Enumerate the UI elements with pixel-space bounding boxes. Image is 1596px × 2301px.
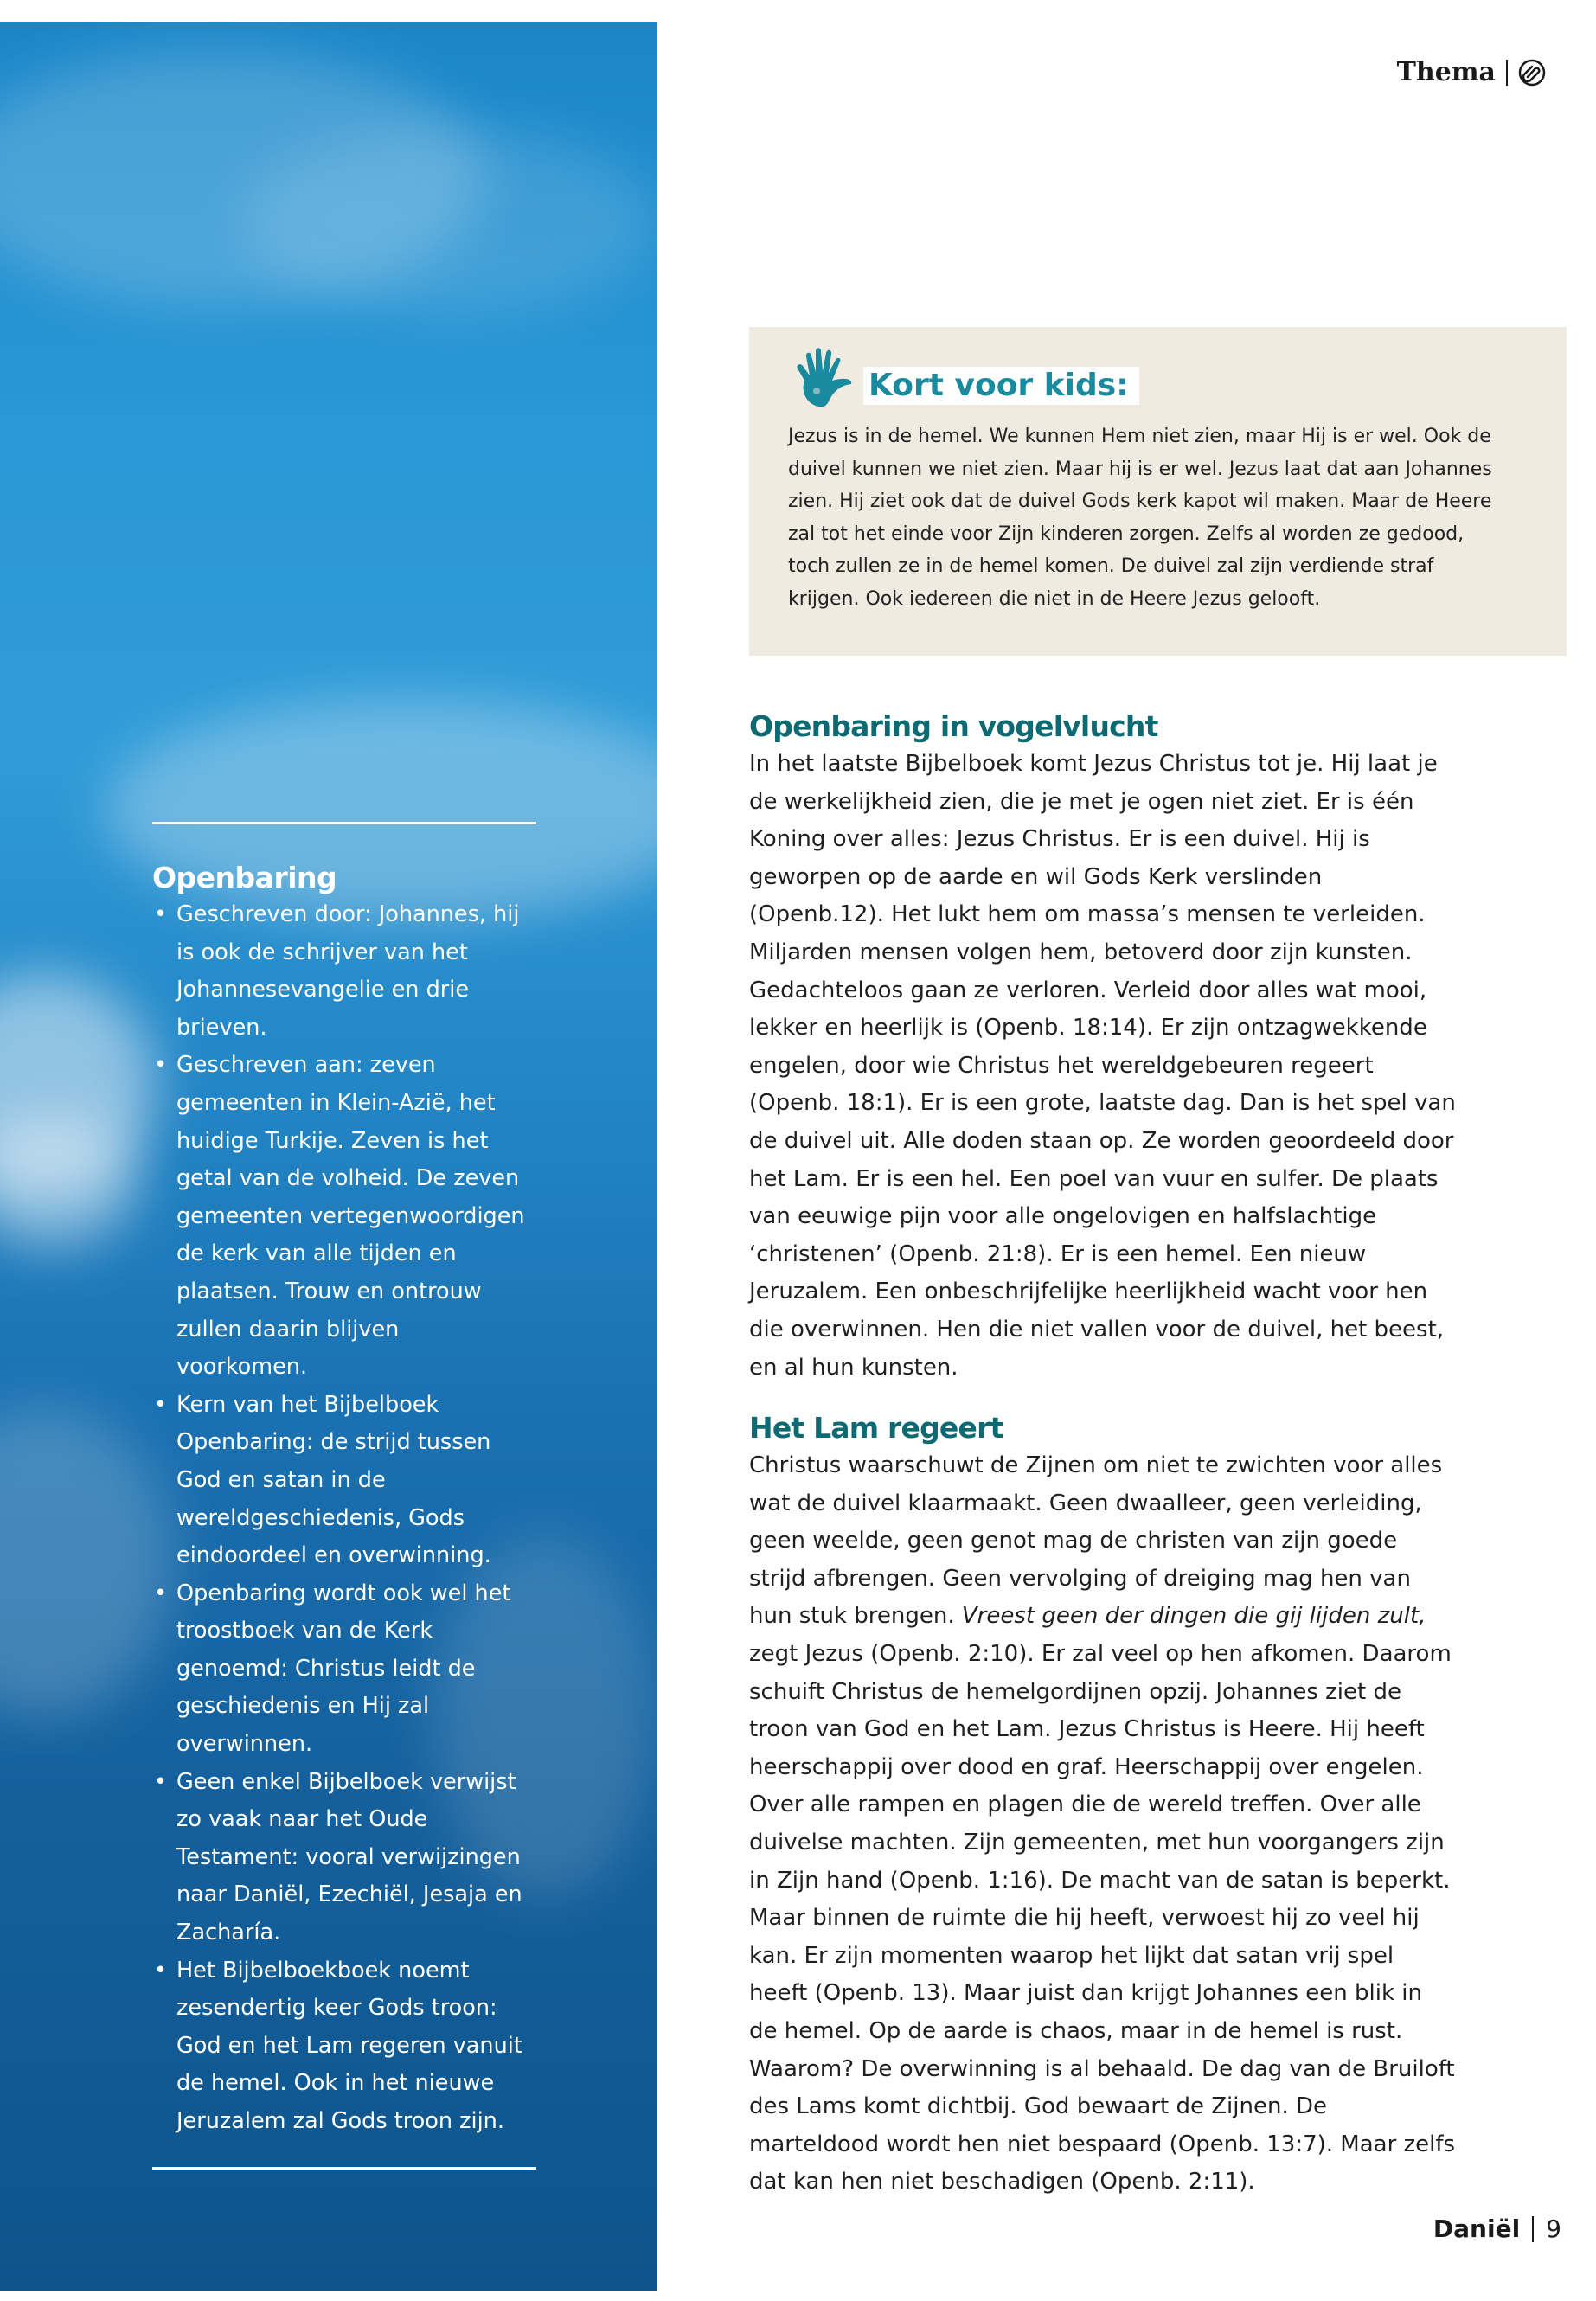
fact-item: • Geschreven door: Johannes, hij is ook de schrijver van het Johannesevangelie en drie brieven. [152,896,536,1047]
sidebar-title: Openbaring [152,861,337,894]
fact-item: • Geschreven aan: zeven gemeenten in Klein-Azië, het huidige Turkije. Zeven is het getal van de volheid. De zeven gemeenten vertegenwoordigen de kerk van alle tijden en plaatsen. Trouw en ontrouw zullen daarin blijven voorkomen. [152,1047,536,1386]
kids-heading [792,346,1139,410]
page-footer [1433,2214,1561,2243]
kids-title: Kort voor kids: [863,367,1139,405]
section-paragraph: In het laatste Bijbelboek komt Jezus Christus tot je. Hij laat je de werkelijkheid zien, die je met je ogen niet ziet. Er is één Koning over alles: Jezus Christus. Er is een duivel. Hij is geworpen op de aarde en wil Gods Kerk verslinden (Openb.12). Het lukt hem om massa’s mensen te verleiden. Miljarden mensen volgen hem, betoverd door zijn kunsten. Gedachteloos gaan ze verloren. Verleid door alles wat mooi, lekker en heerlijk is (Openb. 18:14). Er zijn ontzagwekkende engelen, door wie Christus het wereldgebeuren regeert (Openb. 18:1). Er is een grote, laatste dag. Dan is het spel van de duivel uit. Alle doden staan op. Ze worden geoordeeld door het Lam. Er is een hel. Een poel van vuur en sulfer. De plaats van eeuwige pijn voor alle ongelovigen en halfslachtige ‘christenen’ (Openb. 21:8). Er is een hemel. Een nieuw Jeruzalem. Een onbeschrijfelijke heerlijkheid wacht voor hen die overwinnen. Hen die niet vallen voor de duivel, het beest, en al hun kunsten. [749,751,1456,1381]
kids-summary-box [749,327,1567,656]
section-title: Thema [1396,57,1496,87]
sidebar-top-rule [152,822,536,824]
fact-item: • Kern van het Bijbelboek Openbaring: de strijd tussen God en satan in de wereldgeschiedenis, Gods eindoordeel en overwinning. [152,1387,536,1575]
kids-text: Jezus is in de hemel. We kunnen Hem niet zien, maar Hij is er wel. Ook de duivel kunnen we niet zien. Maar hij is er wel. Jezus laat dat aan Johannes zien. Hij ziet ook dat de duivel Gods kerk kapot wil maken. Maar de Heere zal tot het einde voor Zijn kinderen zorgen. Zelfs al worden ze gedood, toch zullen ze in de hemel komen. De duivel zal zijn verdiende straf krijgen. Ook iedereen die niet in de Heere Jezus gelooft. [788,426,1492,610]
fact-list [152,896,536,2141]
section-heading: Het Lam regeert [749,1411,1003,1445]
article-body [749,708,1457,2202]
hand-icon [792,346,858,410]
bible-quote: Vreest geen der dingen die gij lijden zult, [961,1603,1426,1630]
fact-item: • Openbaring wordt ook wel het troostboek van de Kerk genoemd: Christus leidt de geschiedenis en Hij zal overwinnen. [152,1575,536,1764]
paperclip-icon [1518,59,1546,87]
fact-item: • Geen enkel Bijbelboek verwijst zo vaak naar het Oude Testament: vooral verwijzingen naar Daniël, Ezechiël, Jesaja en Zacharía. [152,1764,536,1952]
sidebar-bottom-rule [152,2167,536,2170]
bottom-margin [0,2291,1596,2301]
fact-item: • Het Bijbelboekboek noemt zesendertig keer Gods troon: God en het Lam regeren vanuit de hemel. Ook in het nieuwe Jeruzalem zal Gods troon zijn. [152,1952,536,2141]
page-number: 9 [1546,2214,1561,2243]
header-divider [1506,60,1508,86]
section-paragraph: Christus waarschuwt de Zijnen om niet te zwichten voor alles wat de duivel klaarmaakt. Geen dwaalleer, geen verleiding, geen weelde, geen genot mag de christen van zijn goede strijd afbrengen. Geen vervolging of dreiging mag hen van hun stuk brengen. Vreest geen der dingen die gij lijden zult, zegt Jezus (Openb. 2:10). Er zal veel op hen afkomen. Daarom schuift Christus de hemelgordijnen opzij. Johannes ziet de troon van God en het Lam. Jezus Christus is Heere. Hij heeft heerschappij over dood en graf. Heerschappij over engelen. Over alle rampen en plagen die de wereld treffen. Over alle duivelse machten. Zijn gemeenten, met hun voorgangers zijn in Zijn hand (Openb. 1:16). De macht van de satan is beperkt. Maar binnen de ruimte die hij heeft, verwoest hij zo veel hij kan. Er zijn momenten waarop het lijkt dat satan vrij spel heeft (Openb. 13). Maar juist dan krijgt Johannes een blik in de hemel. Op de aarde is chaos, maar in de hemel is rust. Waarom? De overwinning is al behaald. De dag van de Bruiloft des Lams komt dichtbij. God bewaart de Zijnen. De marteldood wordt hen niet bespaard (Openb. 13:7). Maar zelfs dat kan hen niet beschadigen (Openb. 2:11). [749,1452,1456,2195]
fact-sidebar [152,822,536,2170]
footer-divider [1532,2216,1534,2242]
top-margin [0,0,1596,22]
section-heading: Openbaring in vogelvlucht [749,709,1158,743]
magazine-name: Daniël [1433,2214,1521,2243]
section-header [1397,57,1546,87]
